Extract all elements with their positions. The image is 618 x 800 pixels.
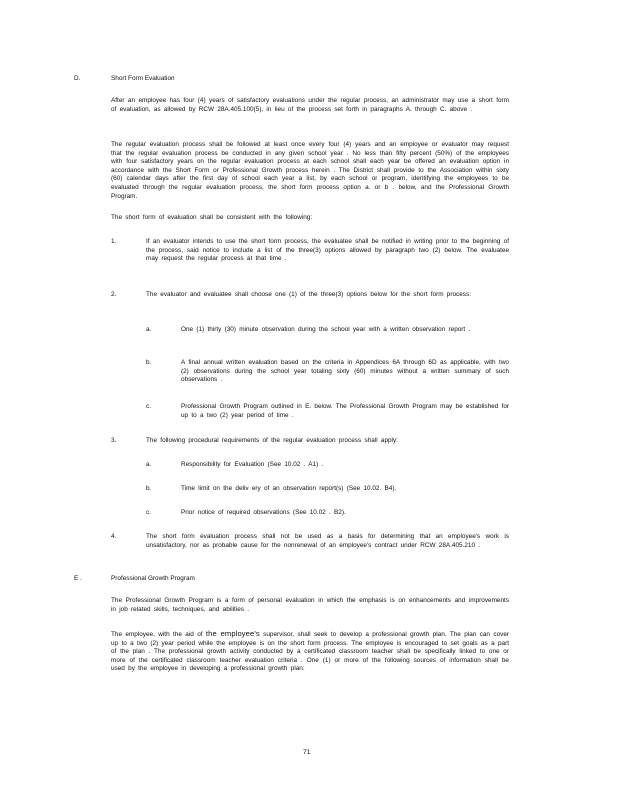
section-d-paragraph-3: The short form of evaluation shall be consistent with the following: [111,214,313,221]
sub-item-text: Responsibility for Evaluation (See 10.02 . A1) . [181,461,324,468]
section-d-letter: D. [74,75,81,82]
list-item-text: The following procedural requirements of the regular evaluation process shall apply: [146,437,398,444]
sub-item-text: Prior notice of required observations (See 10.02 . B2). [181,509,346,516]
sub-item-label: a. [146,326,152,333]
sub-item-label: c. [146,509,151,516]
section-e-paragraph-2 [111,630,509,674]
section-e-p2-emphasis: the employee's [205,629,260,638]
page-number: 71 [303,749,311,756]
section-e-title: Professional Growth Program [111,575,195,582]
list-item-number: 2. [111,291,117,298]
sub-item-label: c. [146,403,151,410]
sub-item-label: b. [146,359,152,366]
section-e-p2-start: The employee, with the aid of [111,631,203,638]
sub-item-text: Time limit on the deliv ery of an observation report(s) (See 10.02. B4). [181,485,397,492]
section-e-p2-rest: supervisor, shall seek to develop a professional growth plan. The plan can cover up to a two (2) year period while the employee is on the short form process. The employee is encouraged to set goals as a part of the plan . The professional growth activity conducted by a certificated classroom teacher shall be specifically linked to one or more of the certificated classroom teacher evaluation criteria . One (1) or more of the following sources of information shall be used by the employee in developing a professional growth plan: [111,631,510,673]
section-d-paragraph-2: The regular evaluation process shall be followed at least once every four (4) years and an employee or evaluator may request that the regular evaluation process be conducted in any given school year . No less than fifty percent (50%) of the employees with four satisfactory years on the regular evaluation process at each school shall each year be offered an evaluation option in accordance with the Short Form or Professional Growth process herein . The District shall provide to the Association within sixty (60) calendar days after the first day of school each year a list, by each school or program, identifying the employees to be evaluated through the regular evaluation process, the short form process option a. or b . below, and the Professional Growth Program. [111,141,509,200]
section-d-title: Short Form Evaluation [111,75,175,82]
section-e-letter: E . [74,575,82,582]
sub-item-text: One (1) thirty (30) minute observation during the school year with a written observation report . [181,326,471,333]
list-item-number: 3. [111,437,117,444]
sub-item-text: Professional Growth Program outlined in E. below. The Professional Growth Program may be established for up to a two (2) year period of time . [181,403,509,419]
section-e-paragraph-1: The Professional Growth Program is a form of personal evaluation in which the emphasis is on enhancements and improvements in job related skills, techniques, and abilities . [111,597,509,613]
list-item-text: The evaluator and evaluatee shall choose one (1) of the three(3) options below for the short form process: [146,291,471,298]
section-d-intro: After an employee has four (4) years of satisfactory evaluations under the regular process, an administrator may use a short form of evaluation, as allowed by RCW 28A.405.100(5), in lieu of the process set forth in paragraphs A. through C. above . [111,97,509,113]
list-item-number: 1. [111,238,117,245]
sub-item-label: a. [146,461,152,468]
list-item-text: If an evaluator intends to use the short form process, the evaluatee shall be notified in writing prior to the beginning of the process, said notice to include a list of the three(3) options allowed by paragraph two (2) below. The evaluatee may request the regular process at that time . [146,238,509,263]
list-item-text: The short form evaluation process shall not be used as a basis for determining that an employee's work is unsatisfactory, nor as probable cause for the nonrenewal of an employee's contract under RCW 28A.405.210 . [146,533,509,549]
list-item-number: 4. [111,533,117,540]
sub-item-label: b. [146,485,152,492]
sub-item-text: A final annual written evaluation based on the criteria in Appendices 6A through 6D as applicable, with two (2) observations during the school year totaling sixty (60) minutes without a written summary of such observations . [181,359,509,384]
